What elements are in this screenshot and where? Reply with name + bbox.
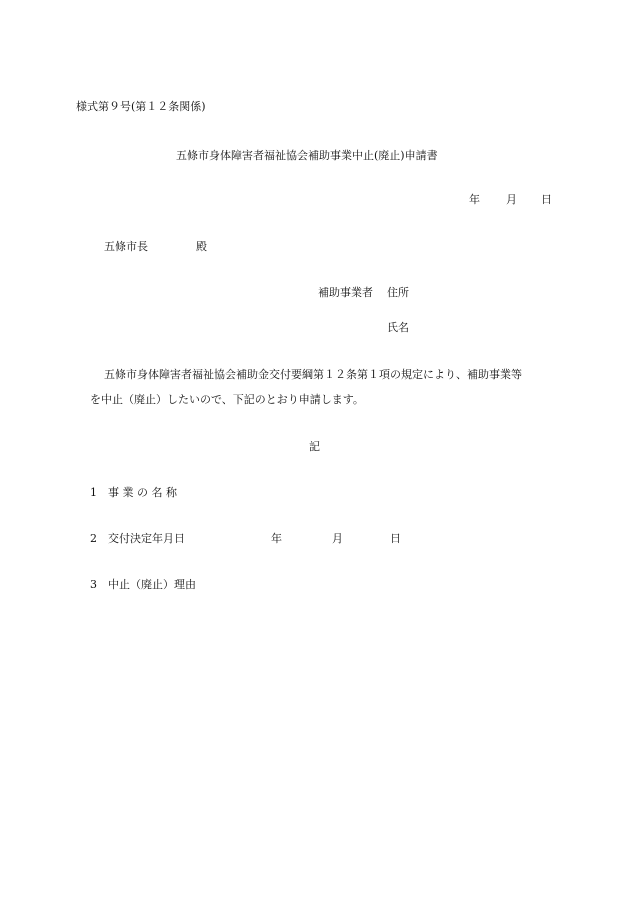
item-day-label: 日 xyxy=(390,532,401,545)
ki-heading: 記 xyxy=(309,440,320,453)
item-label: 交付決定年月日 xyxy=(108,532,185,545)
item-month-label: 月 xyxy=(332,532,343,545)
item-number: 3 xyxy=(90,578,97,591)
addressee-name: 五條市長 xyxy=(104,240,148,253)
item-number: 1 xyxy=(90,486,97,499)
form-number: 様式第９号(第１２条関係) xyxy=(76,100,206,113)
applicant-role-label: 補助事業者 xyxy=(318,286,373,299)
applicant-name-label: 氏名 xyxy=(387,321,409,334)
document-title: 五條市身体障害者福祉協会補助事業中止(廃止)申請書 xyxy=(176,149,438,162)
applicant-address-label: 住所 xyxy=(387,286,409,299)
item-number: 2 xyxy=(90,532,97,545)
item-label: 中止（廃止）理由 xyxy=(108,578,196,591)
body-line-2: を中止（廃止）したいので、下記のとおり申請します。 xyxy=(90,393,364,406)
item-label: 事 業 の 名 称 xyxy=(108,486,177,499)
addressee-honorific: 殿 xyxy=(196,240,207,253)
item-year-label: 年 xyxy=(271,532,282,545)
date-day-label: 日 xyxy=(541,193,552,206)
body-line-1: 五條市身体障害者福祉協会補助金交付要綱第１２条第１項の規定により、補助事業等 xyxy=(104,368,522,381)
date-year-label: 年 xyxy=(469,193,480,206)
date-month-label: 月 xyxy=(506,193,517,206)
